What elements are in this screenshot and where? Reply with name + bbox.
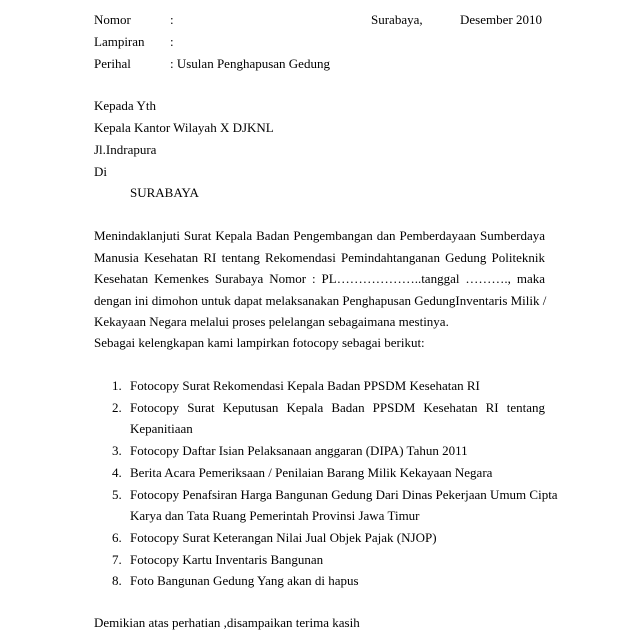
recipient-line-4: Di bbox=[94, 164, 107, 179]
list-item-number: 1. bbox=[112, 378, 122, 393]
list-item-number: 7. bbox=[112, 552, 122, 567]
nomor-label: Nomor bbox=[94, 12, 131, 27]
list-item: Fotocopy Kartu Inventaris Bangunan bbox=[130, 552, 324, 567]
list-item-number: 2. bbox=[112, 400, 122, 415]
body-paragraph-line-3: Kesehatan Kemenkes Surabaya Nomor : PL………………..tanggal ………., maka bbox=[94, 271, 545, 286]
closing-sentence: Demikian atas perhatian ,disampaikan terima kasih bbox=[94, 615, 360, 630]
recipient-line-1: Kepada Yth bbox=[94, 98, 156, 113]
body-paragraph-line-4: dengan ini dimohon untuk dapat melaksanakan Penghapusan GedungInventaris Milik / bbox=[94, 293, 547, 308]
lampiran-colon: : bbox=[170, 34, 174, 49]
list-item-number: 4. bbox=[112, 465, 122, 480]
list-item-number: 8. bbox=[112, 573, 122, 588]
perihal-label: Perihal bbox=[94, 56, 131, 71]
list-item: Fotocopy Surat Keputusan Kepala Badan PPSDM Kesehatan RI tentang bbox=[130, 400, 545, 415]
nomor-colon: : bbox=[170, 12, 174, 27]
lampiran-label: Lampiran bbox=[94, 34, 145, 49]
recipient-line-3: Jl.Indrapura bbox=[94, 142, 157, 157]
list-item: Fotocopy Daftar Isian Pelaksanaan anggaran (DIPA) Tahun 2011 bbox=[130, 443, 468, 458]
body-paragraph-line-2: Manusia Kesehatan RI tentang Rekomendasi Pemindahtanganan Gedung Politeknik bbox=[94, 250, 545, 265]
body-paragraph-line-5: Kekayaan Negara melalui proses pelelangan sebagaimana mestinya. bbox=[94, 314, 449, 329]
letter-date: Desember 2010 bbox=[460, 12, 542, 27]
list-item-number: 6. bbox=[112, 530, 122, 545]
list-item: Fotocopy Surat Rekomendasi Kepala Badan PPSDM Kesehatan RI bbox=[130, 378, 480, 393]
list-item: Fotocopy Penafsiran Harga Bangunan Gedung Dari Dinas Pekerjaan Umum Cipta bbox=[130, 487, 558, 502]
recipient-line-5: SURABAYA bbox=[130, 185, 199, 200]
perihal-value: : Usulan Penghapusan Gedung bbox=[170, 56, 330, 71]
list-item-continuation: Kepanitiaan bbox=[130, 421, 193, 436]
list-item-number: 5. bbox=[112, 487, 122, 502]
list-item: Fotocopy Surat Keterangan Nilai Jual Objek Pajak (NJOP) bbox=[130, 530, 437, 545]
attachment-intro: Sebagai kelengkapan kami lampirkan fotocopy sebagai berikut: bbox=[94, 335, 425, 350]
city-date: Surabaya, bbox=[371, 12, 423, 27]
list-item: Foto Bangunan Gedung Yang akan di hapus bbox=[130, 573, 359, 588]
recipient-line-2: Kepala Kantor Wilayah X DJKNL bbox=[94, 120, 274, 135]
list-item-number: 3. bbox=[112, 443, 122, 458]
list-item-continuation: Karya dan Tata Ruang Pemerintah Provinsi Jawa Timur bbox=[130, 508, 420, 523]
list-item: Berita Acara Pemeriksaan / Penilaian Barang Milik Kekayaan Negara bbox=[130, 465, 493, 480]
body-paragraph-line-1: Menindaklanjuti Surat Kepala Badan Pengembangan dan Pemberdayaan Sumberdaya bbox=[94, 228, 545, 243]
